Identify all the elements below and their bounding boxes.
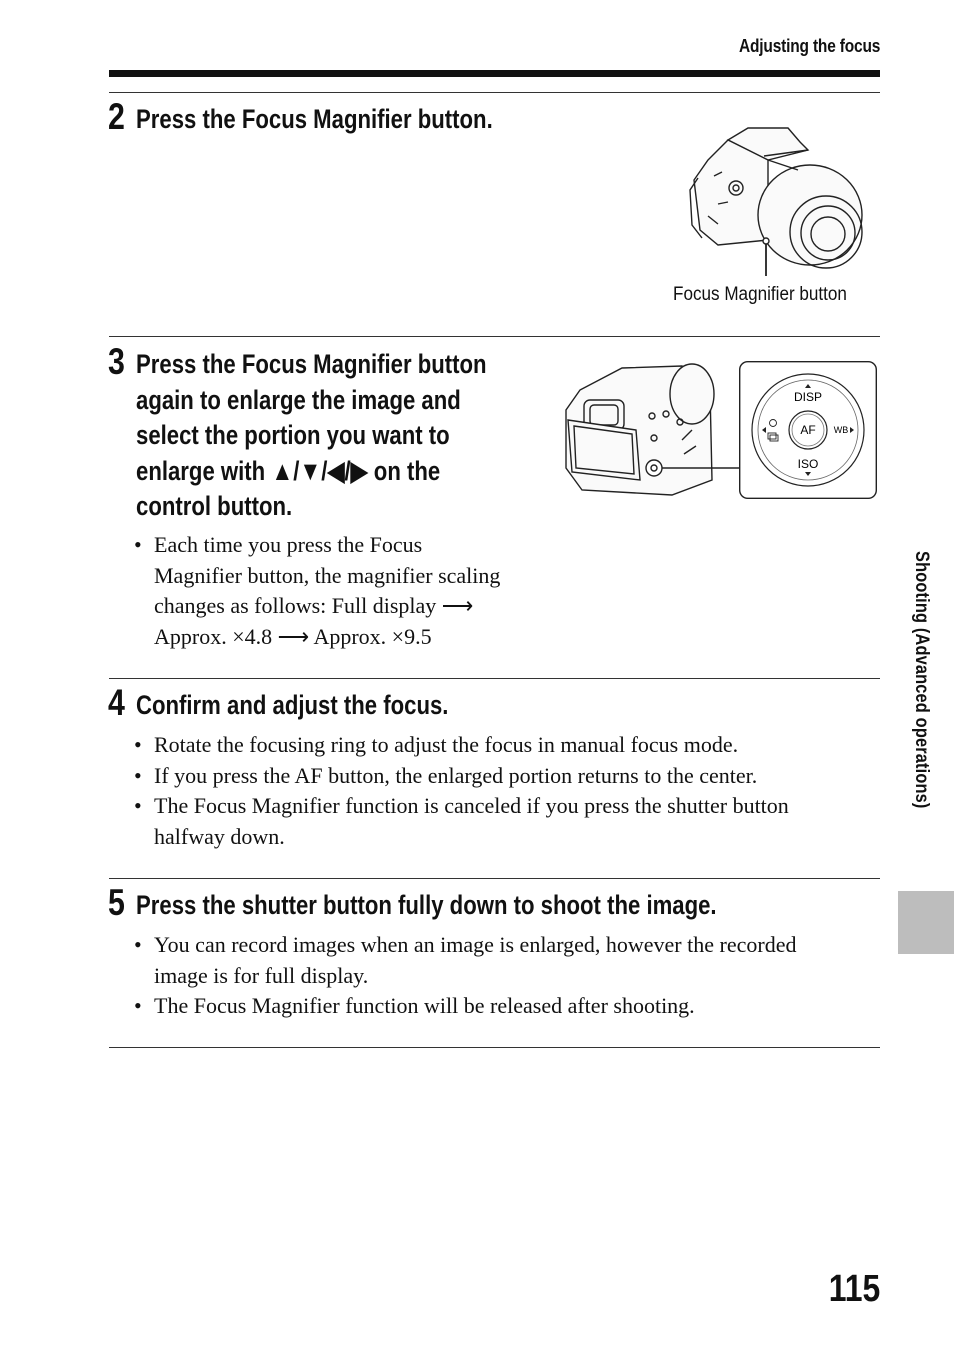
list-item: • Rotate the focusing ring to adjust the focus in manual focus mode. [134,730,789,761]
camera-front-illustration [688,120,868,280]
list-item: • The Focus Magnifier function will be released after shooting. [134,991,796,1022]
list-item: • The Focus Magnifier function is canceled if you press the shutter button halfway down. [134,791,789,852]
step-3-title: Press the Focus Magnifier button again to enlarge the image and select the portion you want to enlarge with ▲/▼/◀/▶ on the control button. [136,349,487,521]
dial-label-top: DISP [793,390,823,404]
running-header: Adjusting the focus [738,36,880,56]
step-3-bullets [134,530,500,652]
section-side-tab [898,891,954,954]
dial-label-right: WB [833,425,849,435]
step-5-title: Press the shutter button fully down to shoot the image. [136,890,717,920]
section-rule [109,336,880,337]
control-button-closeup [739,361,877,499]
section-rule [109,678,880,679]
list-item: • You can record images when an image is enlarged, however the recorded image is for full display. [134,930,796,991]
step-4-title: Confirm and adjust the focus. [136,690,449,720]
section-rule [109,1047,880,1048]
page-number: 115 [828,1268,880,1310]
dial-label-bottom: ISO [797,457,819,471]
step-5-number: 5 [108,882,125,923]
focus-magnifier-caption: Focus Magnifier button [673,284,847,305]
step-2-title: Press the Focus Magnifier button. [136,104,493,134]
step-2-number: 2 [108,96,125,137]
section-rule [109,92,880,93]
step-4-bullets [134,730,789,852]
step-5-bullets [134,930,796,1022]
header-rule [109,70,880,77]
list-item: • Each time you press the Focus Magnifier button, the magnifier scaling changes as follows: Full display ⟶ Approx. ×4.8 ⟶ Approx. ×9.5 [134,530,500,652]
list-item: • If you press the AF button, the enlarged portion returns to the center. [134,761,789,792]
section-rule [109,878,880,879]
section-side-label: Shooting (Advanced operations) [911,551,932,809]
step-3-number: 3 [108,341,125,382]
dial-label-center: AF [800,423,816,437]
camera-back-illustration [562,360,722,500]
step-4-number: 4 [108,682,125,723]
